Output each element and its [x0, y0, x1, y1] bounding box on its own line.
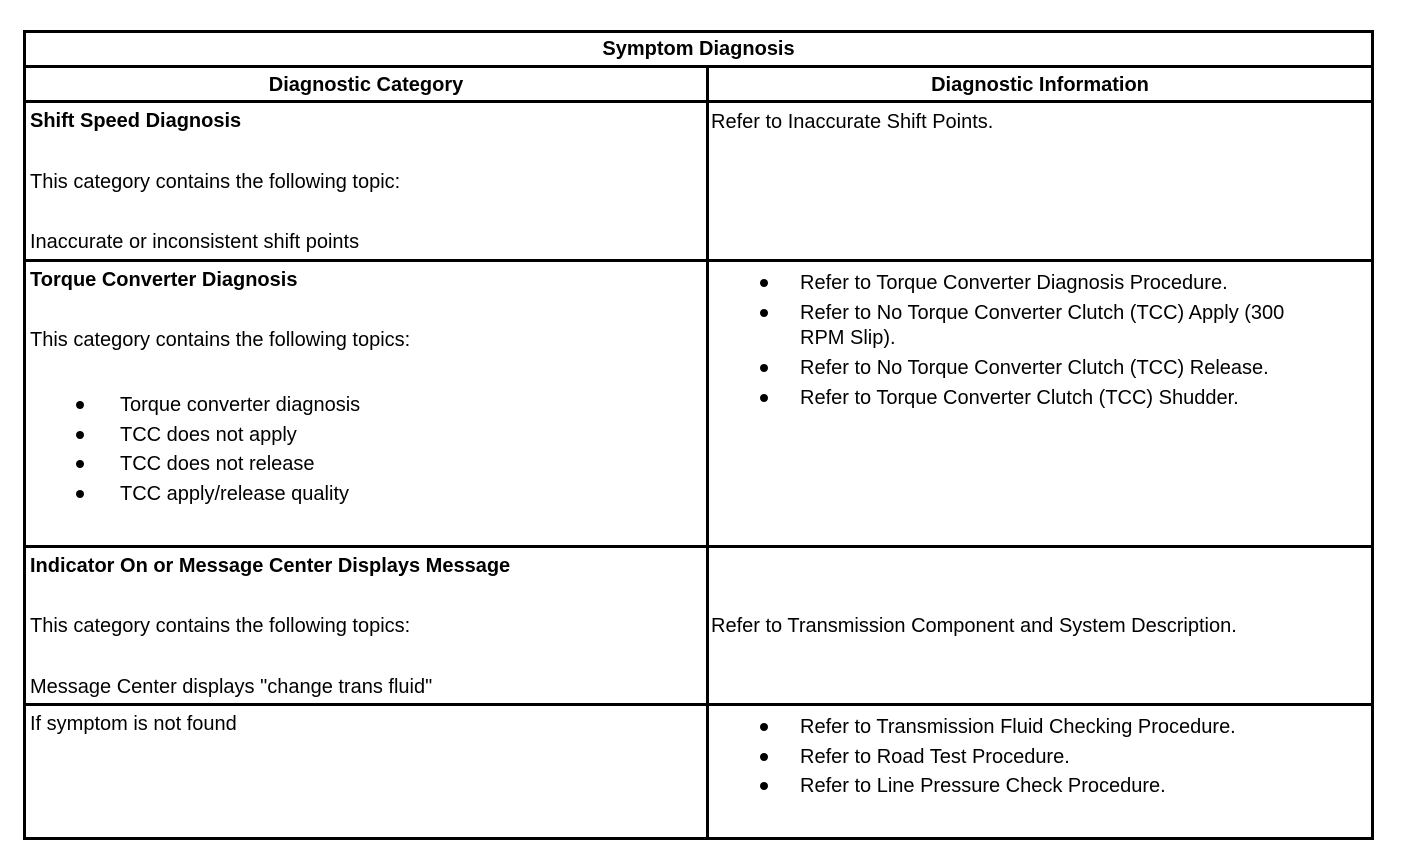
bullet-icon: [76, 460, 84, 468]
row2-info-2-cont: RPM Slip).: [800, 327, 896, 349]
bullet-icon: [760, 364, 768, 372]
row1-category-intro: This category contains the following topic:: [30, 171, 401, 193]
rule-row-1: [26, 259, 1371, 262]
row4-info-1: Refer to Transmission Fluid Checking Procedure.: [800, 716, 1236, 738]
row2-topic-3: TCC does not release: [120, 453, 315, 475]
header-diagnostic-category: Diagnostic Category: [268, 74, 464, 96]
row2-info-2: Refer to No Torque Converter Clutch (TCC) Apply (300: [800, 302, 1285, 324]
rule-row-3: [26, 703, 1371, 706]
row4-category-heading: If symptom is not found: [30, 713, 237, 735]
row3-category-intro: This category contains the following topics:: [30, 615, 411, 637]
row1-category-heading: Shift Speed Diagnosis: [30, 110, 242, 132]
row1-info-text: Refer to Inaccurate Shift Points.: [711, 111, 994, 133]
bullet-icon: [76, 431, 84, 439]
row2-topic-4: TCC apply/release quality: [120, 483, 349, 505]
row2-topic-1: Torque converter diagnosis: [120, 394, 361, 416]
bullet-icon: [760, 309, 768, 317]
row3-category-heading: Indicator On or Message Center Displays Message: [30, 555, 511, 577]
table-title: Symptom Diagnosis: [602, 38, 795, 60]
bullet-icon: [760, 753, 768, 761]
row3-info-text: Refer to Transmission Component and System Description.: [711, 615, 1237, 637]
header-diagnostic-information: Diagnostic Information: [931, 74, 1149, 96]
row2-topic-2: TCC does not apply: [120, 424, 297, 446]
rule-row-2: [26, 545, 1371, 548]
column-divider: [706, 67, 709, 837]
row2-category-heading: Torque Converter Diagnosis: [30, 269, 298, 291]
bullet-icon: [76, 401, 84, 409]
bullet-icon: [760, 723, 768, 731]
bullet-icon: [760, 394, 768, 402]
bullet-icon: [760, 782, 768, 790]
row2-info-1: Refer to Torque Converter Diagnosis Procedure.: [800, 272, 1228, 294]
symptom-diagnosis-table: [23, 30, 1374, 840]
row2-info-3: Refer to No Torque Converter Clutch (TCC) Release.: [800, 357, 1269, 379]
row4-info-2: Refer to Road Test Procedure.: [800, 746, 1070, 768]
bullet-icon: [76, 490, 84, 498]
row4-info-3: Refer to Line Pressure Check Procedure.: [800, 775, 1166, 797]
row2-category-intro: This category contains the following topics:: [30, 329, 411, 351]
bullet-icon: [760, 279, 768, 287]
row2-info-4: Refer to Torque Converter Clutch (TCC) Shudder.: [800, 387, 1239, 409]
row3-category-text: Message Center displays "change trans fluid": [30, 676, 433, 698]
row1-category-text: Inaccurate or inconsistent shift points: [30, 231, 360, 253]
